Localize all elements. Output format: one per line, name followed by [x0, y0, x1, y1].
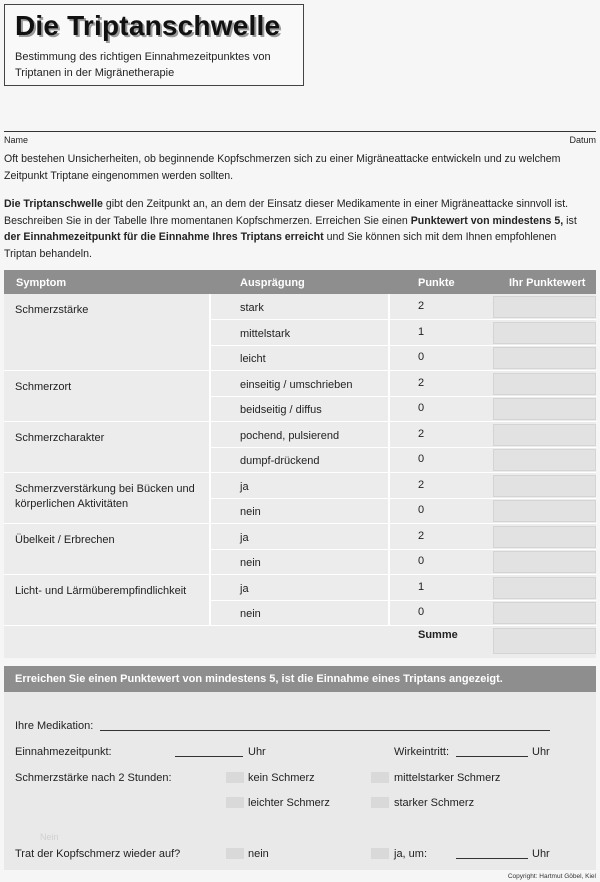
option-ja-um: ja, um:	[394, 848, 428, 860]
auspraegung-cell: pochend, pulsierend	[240, 430, 340, 442]
page-title: Die Triptanschwelle	[15, 10, 281, 41]
intro-paragraph-2: Die Triptanschwelle gibt den Zeitpunkt an, an dem der Einsatz dieser Medikamente in einer Migräneattacke sinnvoll ist. Beschreiben Sie in der Tabelle Ihre momentanen Kopfschmerzen. Erreichen Sie einen Punktewert von mindestens 5, ist der Einnahmezeitpunkt für die Einnahme Ihres Triptans erreicht und Sie können sich mit dem Ihnen empfohlenen Triptan behandeln.	[4, 196, 596, 262]
faded-text: Nein	[40, 832, 59, 842]
row-divider	[211, 319, 596, 320]
punktewert-input[interactable]	[493, 449, 596, 471]
auspraegung-cell: leicht	[240, 353, 266, 365]
column-divider	[388, 294, 390, 626]
punkte-cell: 2	[418, 479, 425, 491]
symptom-label: Übelkeit / Erbrechen	[15, 534, 115, 546]
punktewert-input[interactable]	[493, 373, 596, 395]
symptom-label: Schmerzstärke	[15, 304, 89, 316]
checkbox-leichter-schmerz[interactable]	[226, 797, 244, 808]
symptom-cell	[4, 473, 209, 524]
intro-text-4: Triptan behandeln.	[4, 247, 92, 260]
symptom-cell	[4, 422, 209, 473]
punktewert-input[interactable]	[493, 526, 596, 548]
option-leichter-schmerz: leichter Schmerz	[248, 797, 330, 809]
auspraegung-cell: ja	[240, 583, 249, 595]
symptom-cell	[4, 294, 209, 371]
auspraegung-cell: stark	[240, 302, 264, 314]
punkte-cell: 0	[418, 402, 425, 414]
subtitle-line-1: Bestimmung des richtigen Einnahmezeitpunktes von	[15, 51, 271, 63]
intro-bold-threshold: Punktewert von mindestens 5,	[410, 214, 564, 227]
summe-input[interactable]	[493, 628, 596, 654]
option-nein: nein	[248, 848, 269, 860]
subtitle	[15, 49, 293, 81]
subtitle-line-2: Triptanen in der Migränetherapie	[15, 67, 175, 79]
punkte-cell: 2	[418, 428, 425, 440]
row-divider	[211, 625, 596, 626]
schmerzstaerke-2h-label: Schmerzstärke nach 2 Stunden:	[15, 772, 172, 784]
einnahmezeitpunkt-label: Einnahmezeitpunkt:	[15, 746, 112, 758]
punktewert-input[interactable]	[493, 475, 596, 497]
intro-bold-term: Die Triptanschwelle	[4, 198, 103, 210]
row-divider	[211, 472, 596, 473]
auspraegung-cell: nein	[240, 557, 261, 569]
threshold-banner: Erreichen Sie einen Punktewert von mindestens 5, ist die Einnahme eines Triptans angezeigt.	[4, 666, 596, 692]
intro-bold-reached: der Einnahmezeitpunkt für die Einnahme Ihres Triptans erreicht	[4, 231, 324, 243]
punkte-cell: 1	[418, 326, 425, 338]
table-header	[4, 270, 596, 294]
symptom-label: Licht- und Lärmüberempfindlichkeit	[15, 585, 187, 597]
date-label: Datum	[569, 135, 596, 145]
punkte-cell: 0	[418, 606, 425, 618]
punkte-cell: 2	[418, 377, 425, 389]
option-starker-schmerz: starker Schmerz	[394, 797, 475, 809]
wirkeintritt-label: Wirkeintritt:	[394, 746, 449, 758]
symptom-cell	[4, 371, 209, 422]
uhr-label-2: Uhr	[532, 746, 550, 758]
intro-paragraph-1	[4, 151, 596, 184]
wirkeintritt-field[interactable]	[456, 756, 528, 757]
punktewert-input[interactable]	[493, 296, 596, 318]
punkte-cell: 2	[418, 530, 425, 542]
option-mittelstarker-schmerz: mittelstarker Schmerz	[394, 772, 501, 784]
checkbox-nein[interactable]	[226, 848, 244, 859]
auspraegung-cell: mittelstark	[240, 328, 291, 340]
intro-text-1: gibt den Zeitpunkt an, an dem der Einsatz dieser Medikamente in einer Migräneattacke sinnvoll ist.	[102, 198, 569, 210]
uhr-label-1: Uhr	[248, 746, 266, 758]
title-box	[4, 4, 304, 86]
checkbox-kein-schmerz[interactable]	[226, 772, 244, 783]
auspraegung-cell: nein	[240, 608, 261, 620]
punktewert-input[interactable]	[493, 577, 596, 599]
symptom-cell	[4, 524, 209, 575]
punkte-cell: 0	[418, 351, 425, 363]
einnahmezeitpunkt-field[interactable]	[175, 756, 243, 757]
row-divider	[211, 523, 596, 524]
punkte-cell: 1	[418, 581, 425, 593]
row-divider	[211, 370, 596, 371]
checkbox-ja-um[interactable]	[371, 848, 389, 859]
option-kein-schmerz: kein Schmerz	[248, 772, 315, 784]
symptom-cell	[4, 575, 209, 626]
name-date-row[interactable]	[4, 131, 596, 147]
wieder-label: Trat der Kopfschmerz wieder auf?	[15, 848, 181, 860]
checkbox-mittelstarker-schmerz[interactable]	[371, 772, 389, 783]
punktewert-input[interactable]	[493, 322, 596, 344]
header-punkte: Punkte	[418, 277, 455, 289]
intro-text-3: und Sie können sich mit dem Ihnen empfohlenen	[323, 231, 557, 243]
punktewert-input[interactable]	[493, 347, 596, 369]
symptom-label: Schmerzcharakter	[15, 432, 105, 444]
intro-text-2: Beschreiben Sie in der Tabelle Ihre momentanen Kopfschmerzen. Erreichen Sie einen	[4, 214, 411, 227]
auspraegung-cell: ja	[240, 532, 249, 544]
punkte-cell: 2	[418, 300, 425, 312]
auspraegung-cell: einseitig / umschrieben	[240, 379, 353, 391]
intro-p1-line1: Oft bestehen Unsicherheiten, ob beginnende Kopfschmerzen sich zu einer Migräneattacke entwickeln und zu welchem	[4, 153, 561, 165]
checkbox-starker-schmerz[interactable]	[371, 797, 389, 808]
punkte-cell: 0	[418, 504, 425, 516]
summe-label: Summe	[418, 629, 458, 641]
column-divider	[209, 294, 211, 626]
row-divider	[211, 574, 596, 575]
punktewert-input[interactable]	[493, 424, 596, 446]
punkte-cell: 0	[418, 453, 425, 465]
intro-p1-line2: Zeitpunkt Triptane eingenommen werden sollten.	[4, 169, 234, 182]
header-ihr-punktewert: Ihr Punktewert	[509, 277, 586, 289]
medikation-field[interactable]	[100, 730, 550, 731]
header-symptom: Symptom	[16, 277, 67, 289]
scoring-table	[4, 270, 596, 658]
medication-form	[4, 692, 596, 870]
symptom-label: Schmerzort	[15, 381, 72, 393]
auspraegung-cell: dumpf-drückend	[240, 455, 320, 467]
copyright: Copyright: Hartmut Göbel, Kiel	[507, 873, 596, 880]
auspraegung-cell: ja	[240, 481, 249, 493]
uhr-label-3: Uhr	[532, 848, 550, 860]
punktewert-input[interactable]	[493, 398, 596, 420]
punkte-cell: 0	[418, 555, 425, 567]
medikation-label: Ihre Medikation:	[15, 720, 94, 732]
header-auspraegung: Ausprägung	[240, 277, 305, 289]
auspraegung-cell: beidseitig / diffus	[240, 404, 322, 416]
punktewert-input[interactable]	[493, 500, 596, 522]
symptom-label: Schmerzverstärkung bei Bücken und körperlichen Aktivitäten	[15, 483, 195, 510]
row-divider	[211, 421, 596, 422]
punktewert-input[interactable]	[493, 551, 596, 573]
auspraegung-cell: nein	[240, 506, 261, 518]
name-label: Name	[4, 135, 29, 145]
ja-um-time-field[interactable]	[456, 858, 528, 859]
punktewert-input[interactable]	[493, 602, 596, 624]
